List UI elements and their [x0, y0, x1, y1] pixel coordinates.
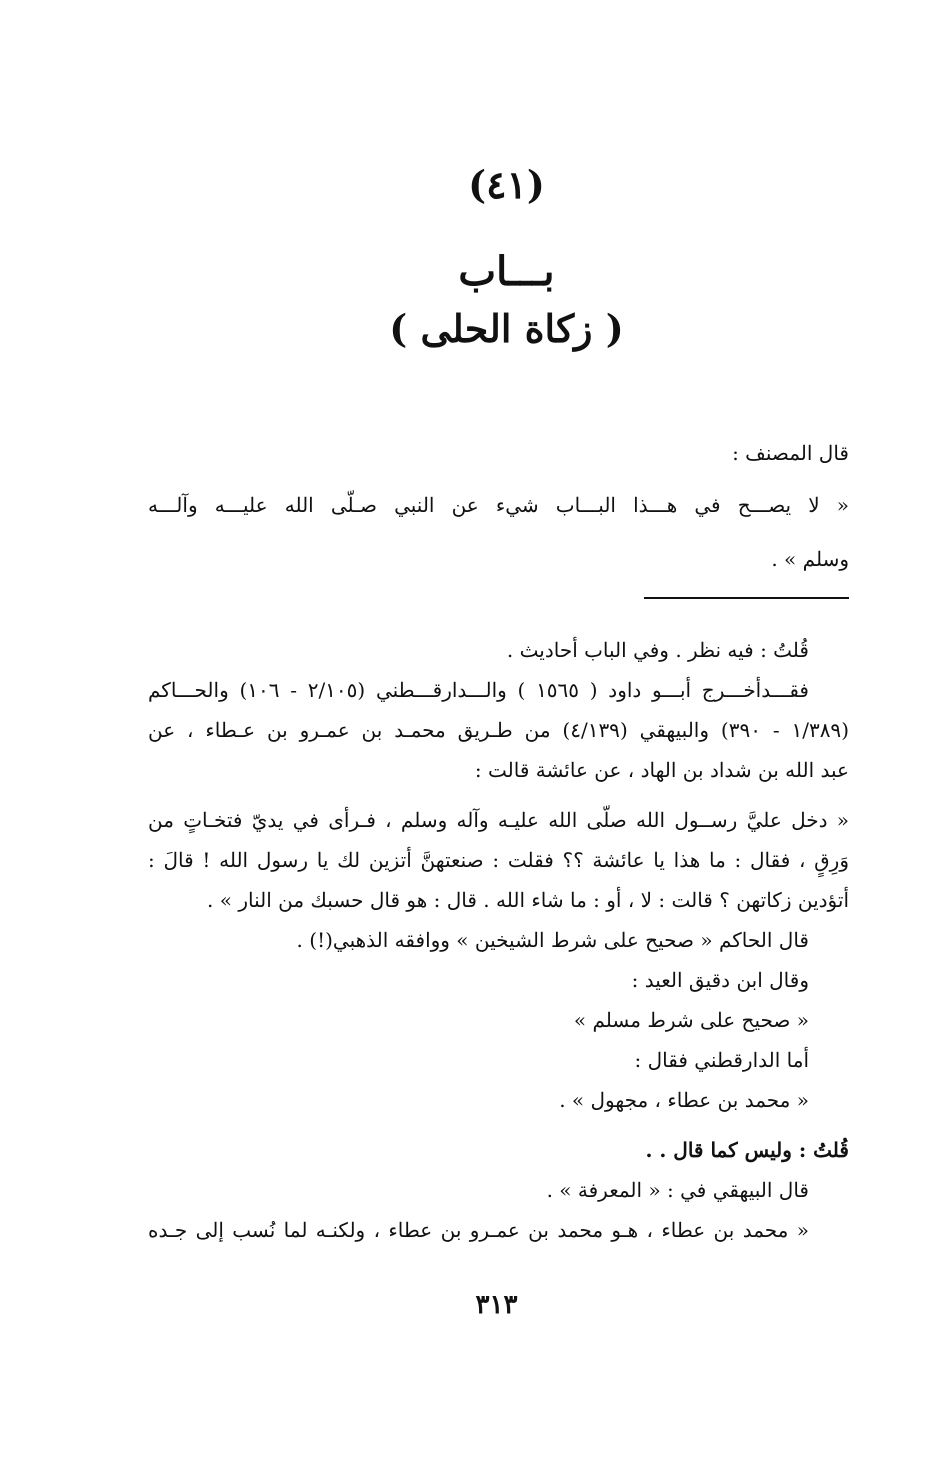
bayhaqi-statement: قال البيهقي في : « المعرفة » . — [546, 1178, 809, 1202]
commentary-paragraph: قُلتُ : فيه نظر . وفي الباب أحاديث . — [506, 638, 809, 662]
daraqutni-quote: « محمد بن عطاء ، مجهول » . — [559, 1088, 809, 1112]
commentary-line: (١/٣٨٩ - ٣٩٠) والبيهقي (٤/١٣٩) من طـريق محمـد بن عمـرو بن عـطاء ، عن — [148, 718, 849, 742]
hadith-line: أتؤدين زكاتهن ؟ قالت : لا ، أو : ما شاء الله . قال : هو قال حسبك من النار » . — [207, 888, 849, 912]
chapter-number: (٤١) — [468, 162, 545, 207]
commentary-line: عبد الله بن شداد بن الهاد ، عن عائشة قالت : — [474, 758, 849, 782]
commentary-line: فقـــدأخـــرج أبـــو داود ( ١٥٦٥ ) والـــدارقـــطني (٢/١٠٥ - ١٠٦) والحـــاكم — [148, 678, 809, 702]
commentary-paragraph: قُلتُ : وليس كما قال . . — [645, 1138, 849, 1162]
footnote-divider — [644, 597, 849, 599]
daraqutni-statement: أما الدارقطني فقال : — [634, 1048, 809, 1072]
ibn-daqiq-quote: « صحيح على شرط مسلم » — [573, 1008, 809, 1032]
author-quote-line: وسلم » . — [771, 547, 849, 571]
author-quote-line: « لا يصـــح في هـــذا البـــاب شيء عن النبي صـلّى الله عليـــه وآلـــه — [148, 493, 849, 517]
hadith-line: وَرِقٍ ، فقال : ما هذا يا عائشة ؟؟ فقلت : صنعتهنَّ أتزين لك يا رسول الله ! قالَ : — [148, 848, 849, 872]
chapter-subtitle: ( زكاة الحلى ) — [389, 306, 624, 351]
hakim-statement: قال الحاكم « صحيح على شرط الشيخين » ووافقه الذهبي(!) . — [296, 928, 809, 952]
author-section — [148, 433, 849, 579]
author-intro: قال المصنف : — [732, 441, 849, 465]
hadith-line: « دخل عليَّ رســول الله صلّى الله عليـه وآله وسلم ، فـرأى في يديّ فتخـاتٍ من — [148, 808, 849, 832]
chapter-title: بـــاب — [458, 248, 555, 295]
bayhaqi-quote: « محمد بن عطاء ، هـو محمد بن عمـرو بن عطاء ، ولكنـه لما نُسب إلى جـده — [148, 1218, 809, 1242]
commentary-section — [148, 630, 849, 1250]
page-number: ٣١٣ — [475, 1290, 518, 1320]
ibn-daqiq-statement: وقال ابن دقيق العيد : — [631, 968, 809, 992]
